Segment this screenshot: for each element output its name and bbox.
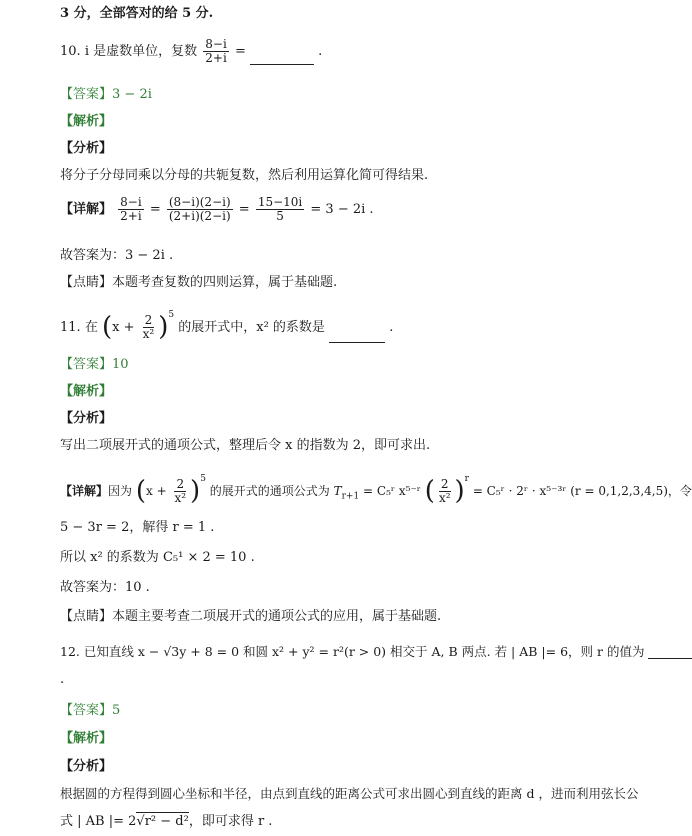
question-text: 已知直线 x − √3y + 8 = 0 和圆 x² + y² = r²(r > 0) 相交于 A, B 两点. 若 | AB |= 6，则 r 的值为	[83, 644, 645, 659]
scoring-note: 3 分，全部答对的给 5 分.	[60, 6, 214, 21]
detail-line-2: 5 − 3r = 2，解得 r = 1 .	[60, 520, 215, 535]
fraction	[256, 196, 304, 223]
denominator: x²	[142, 327, 155, 341]
answer-value: 10	[112, 357, 129, 372]
detail-line: 【详解】因为 (x + $\frac{2}{\text{x²}}$ )$^5$ 的展开式的通项公式为 $T_{r+1}$ = C₅ʳ x⁵⁻ʳ ( $\frac{2}{\text{x²}}$ )$^r$ = C₅ʳ · 2ʳ · x⁵⁻³ʳ (r = 0,1,2,3,4,5)，令	[60, 474, 692, 506]
numerator: 8−i	[205, 37, 227, 51]
question-number: 10.	[60, 44, 81, 60]
answer-blank	[648, 644, 692, 659]
analysis-text: 将分子分母同乘以分母的共轭复数，然后利用运算化简可得结果.	[60, 168, 429, 183]
question-number: 12.	[60, 644, 80, 659]
right-paren: )	[454, 475, 465, 506]
numerator: 15−10i	[257, 195, 303, 209]
right-paren: )	[158, 311, 169, 342]
denominator: x²	[438, 491, 451, 505]
detail-line: 【详解】 $\frac{8-i}{2+i}$ = $\frac{(8-i)(2-i)}{(2+i)(2-i)}$ = $\frac{15-10i}{5}$ = 3 − 2i .	[60, 195, 374, 224]
analysis-tag: 【分析】	[60, 141, 113, 156]
formula: 式 | AB |= 2	[60, 814, 137, 829]
denominator: x²	[174, 491, 187, 505]
term-subscript: r+1	[341, 491, 360, 502]
parse-tag: 【解析】	[60, 114, 113, 129]
comment: 【点睛】本题考查复数的四则运算，属于基础题.	[60, 275, 338, 290]
question-text: i 是虚数单位，复数	[84, 44, 198, 60]
formula-tail: = C₅ʳ · 2ʳ · x⁵⁻³ʳ (r = 0,1,2,3,4,5)，令	[472, 484, 692, 498]
analysis-tag: 【分析】	[60, 411, 113, 426]
exponent: r	[464, 474, 469, 484]
sqrt-content: r² − d²	[144, 814, 189, 829]
answer-value: 5	[112, 703, 121, 718]
detail-tag: 【详解】	[60, 484, 109, 498]
comment: 【点睛】本题主要考查二项展开式的通项公式的应用，属于基础题.	[60, 609, 442, 624]
fraction	[118, 196, 144, 223]
question-12	[60, 644, 692, 659]
fraction	[203, 38, 229, 65]
parse-tag: 【解析】	[60, 731, 113, 746]
numerator: 2	[440, 476, 449, 491]
expression: x +	[112, 320, 135, 335]
analysis-text-2	[60, 814, 272, 830]
detail-tag: 【详解】	[60, 202, 113, 218]
question-text-tail: 的展开式中，x² 的系数是	[178, 320, 325, 335]
equals-sign: =	[234, 44, 246, 60]
left-paren: (	[135, 475, 147, 506]
question-number: 11.	[60, 320, 81, 335]
answer-tag: 【答案】	[60, 87, 113, 102]
numerator: (8−i)(2−i)	[168, 195, 231, 209]
fraction	[141, 314, 157, 341]
right-paren: )	[190, 475, 201, 506]
detail-text: 的展开式的通项公式为	[209, 484, 330, 498]
term-symbol: T	[333, 484, 342, 498]
period: .	[389, 320, 394, 335]
detail-line-3: 所以 x² 的系数为 C₅¹ × 2 = 10 .	[60, 550, 255, 565]
denominator: 5	[276, 209, 284, 224]
answer-line	[60, 357, 129, 373]
numerator: 2	[144, 312, 153, 327]
sqrt	[136, 812, 188, 829]
exponent: 5	[200, 474, 206, 484]
final-answer: 故答案为：3 − 2i .	[60, 248, 174, 263]
answer-line	[60, 703, 120, 719]
parse-tag: 【解析】	[60, 384, 113, 399]
question-text: 在	[84, 320, 98, 335]
detail-text: 因为	[108, 484, 133, 498]
left-paren: (	[424, 475, 435, 506]
answer-tag: 【答案】	[60, 357, 113, 372]
fraction	[437, 478, 453, 505]
answer-blank	[250, 50, 314, 65]
formula: = C₅ʳ x⁵⁻ʳ	[363, 484, 421, 498]
detail-result: = 3 − 2i .	[310, 202, 374, 218]
question-11	[60, 310, 393, 343]
analysis-text: 写出二项展开式的通项公式，整理后令 x 的指数为 2，即可求出.	[60, 438, 431, 453]
numerator: 8−i	[120, 195, 142, 209]
answer-blank	[329, 328, 385, 343]
left-paren: (	[101, 311, 113, 342]
sqrt-sign: √	[136, 814, 145, 829]
answer-value: 3 − 2i	[112, 87, 152, 102]
answer-line	[60, 87, 152, 103]
analysis-text: 根据圆的方程得到圆心坐标和半径，由点到直线的距离公式可求出圆心到直线的距离 d ，进而利用弦长公	[60, 786, 639, 801]
analysis-tag: 【分析】	[60, 759, 113, 774]
fraction	[167, 196, 233, 223]
denominator: 2+i	[205, 51, 227, 66]
final-answer: 故答案为：10 .	[60, 580, 150, 595]
question-12-tail: .	[60, 672, 65, 687]
denominator: (2+i)(2−i)	[168, 209, 231, 224]
formula-tail: ，即可求得 r .	[188, 814, 273, 829]
exponent: 5	[168, 310, 175, 320]
numerator: 2	[176, 476, 185, 491]
fraction	[172, 478, 188, 505]
period: .	[318, 44, 323, 60]
answer-tag: 【答案】	[60, 703, 113, 718]
denominator: 2+i	[120, 209, 142, 224]
question-10	[60, 38, 322, 65]
